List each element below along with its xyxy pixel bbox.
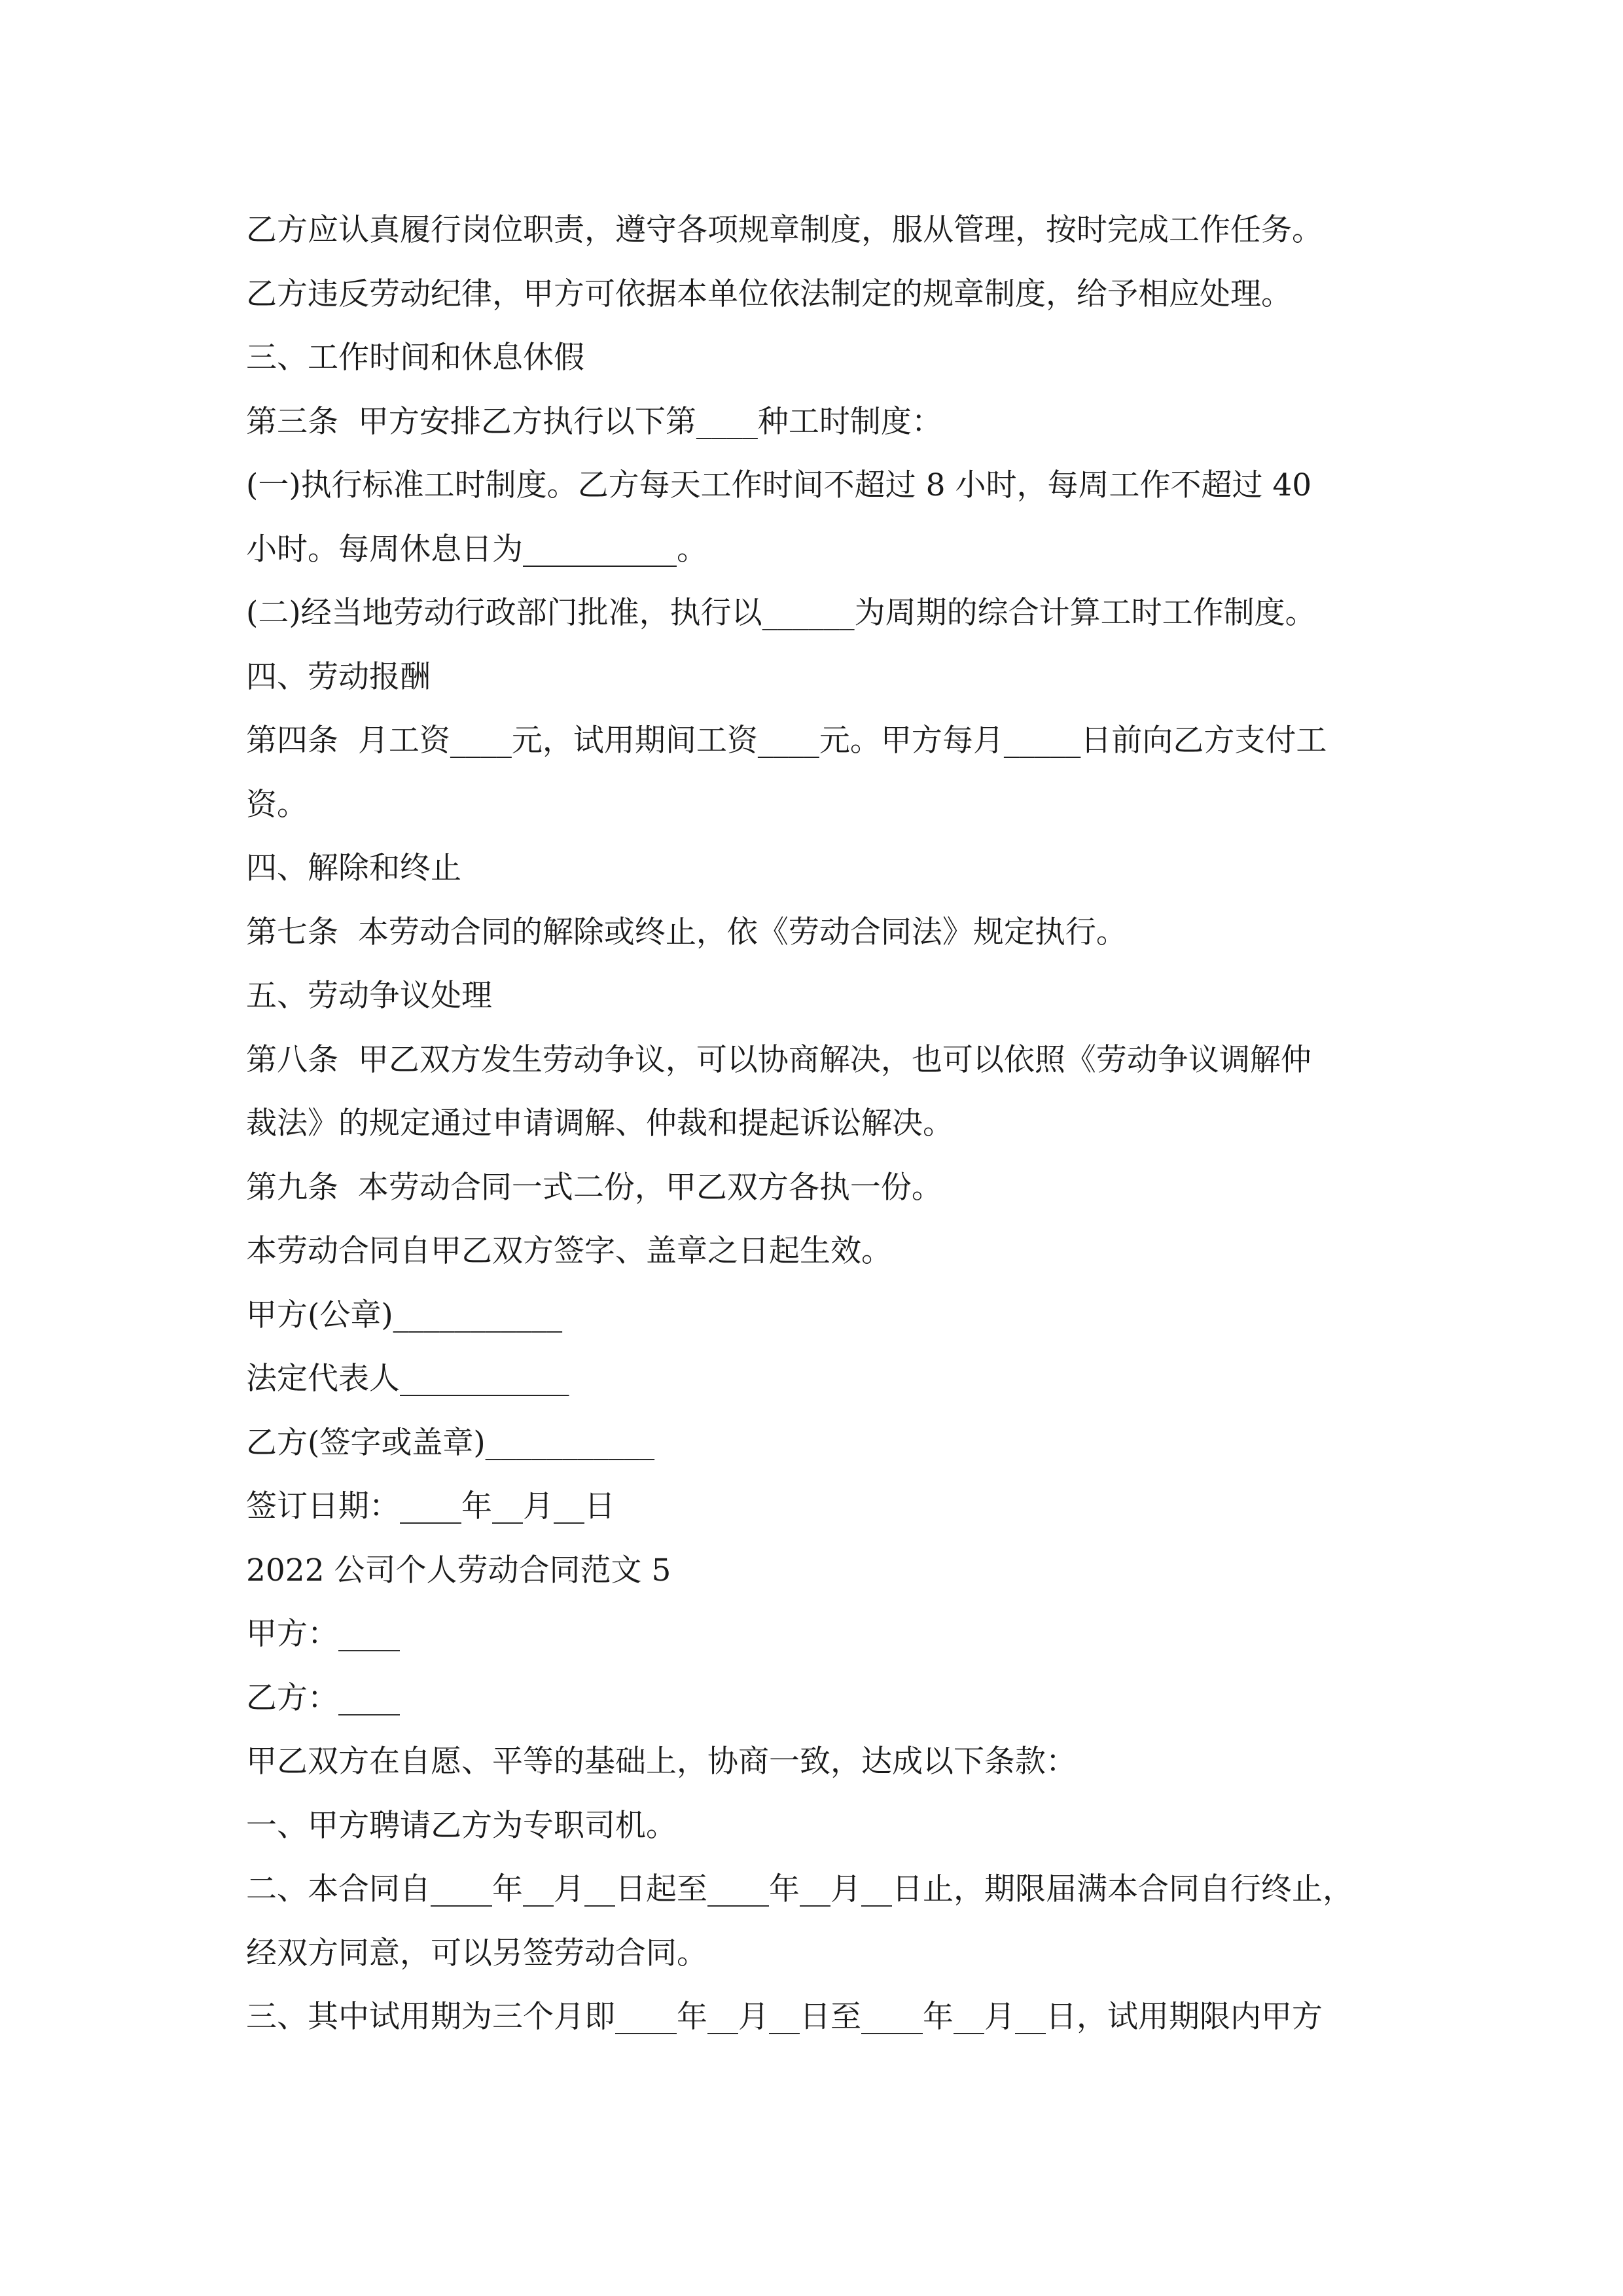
section-heading: 五、劳动争议处理 <box>246 978 492 1014</box>
signature-line-party-a: 甲方(公章)___________ <box>246 1297 563 1333</box>
paragraph-line: 乙方应认真履行岗位职责，遵守各项规章制度，服从管理，按时完成工作任务。 <box>246 212 1323 248</box>
section-heading: 三、工作时间和休息休假 <box>246 340 584 376</box>
party-b-line: 乙方：____ <box>246 1679 400 1716</box>
paragraph-line: 一、甲方聘请乙方为专职司机。 <box>246 1807 677 1844</box>
paragraph-line: 甲乙双方在自愿、平等的基础上，协商一致，达成以下条款： <box>246 1744 1077 1780</box>
paragraph-line: 本劳动合同自甲乙双方签字、盖章之日起生效。 <box>246 1233 892 1269</box>
clause-line: 第三条 甲方安排乙方执行以下第____种工时制度： <box>246 403 942 440</box>
paragraph-line: 二、本合同自____年__月__日起至____年__月__日止，期限届满本合同自行终止， <box>246 1871 1353 1907</box>
clause-line: 第八条 甲乙双方发生劳动争议，可以协商解决，也可以依照《劳动争议调解仲 <box>246 1041 1311 1078</box>
clause-line: 第四条 月工资____元，试用期间工资____元。甲方每月_____日前向乙方支付工 <box>246 723 1327 759</box>
paragraph-line: 乙方违反劳动纪律，甲方可依据本单位依法制定的规章制度，给予相应处理。 <box>246 276 1292 312</box>
paragraph-line: 小时。每周休息日为__________。 <box>246 531 707 567</box>
paragraph-line: 裁法》的规定通过申请调解、仲裁和提起诉讼解决。 <box>246 1105 954 1141</box>
clause-line: 第九条 本劳动合同一式二份，甲乙双方各执一份。 <box>246 1169 942 1206</box>
paragraph-line: (二)经当地劳动行政部门批准，执行以______为周期的综合计算工时工作制度。 <box>246 595 1316 631</box>
document-body <box>246 198 1411 2049</box>
signature-line-legal-rep: 法定代表人___________ <box>246 1361 569 1397</box>
paragraph-line: 经双方同意，可以另签劳动合同。 <box>246 1935 707 1971</box>
section-heading: 四、劳动报酬 <box>246 658 431 695</box>
paragraph-line: 资。 <box>246 786 308 823</box>
section-heading: 四、解除和终止 <box>246 850 461 886</box>
signing-date-line: 签订日期：____年__月__日 <box>246 1488 615 1524</box>
paragraph-line: 三、其中试用期为三个月即____年__月__日至____年__月__日，试用期限内甲方 <box>246 1999 1323 2035</box>
paragraph-line: (一)执行标准工时制度。乙方每天工作时间不超过 8 小时，每周工作不超过 40 <box>246 467 1312 503</box>
party-a-line: 甲方：____ <box>246 1616 400 1652</box>
signature-line-party-b: 乙方(签字或盖章)___________ <box>246 1424 655 1461</box>
document-title: 2022 公司个人劳动合同范文 5 <box>246 1552 671 1588</box>
clause-line: 第七条 本劳动合同的解除或终止，依《劳动合同法》规定执行。 <box>246 914 1127 950</box>
